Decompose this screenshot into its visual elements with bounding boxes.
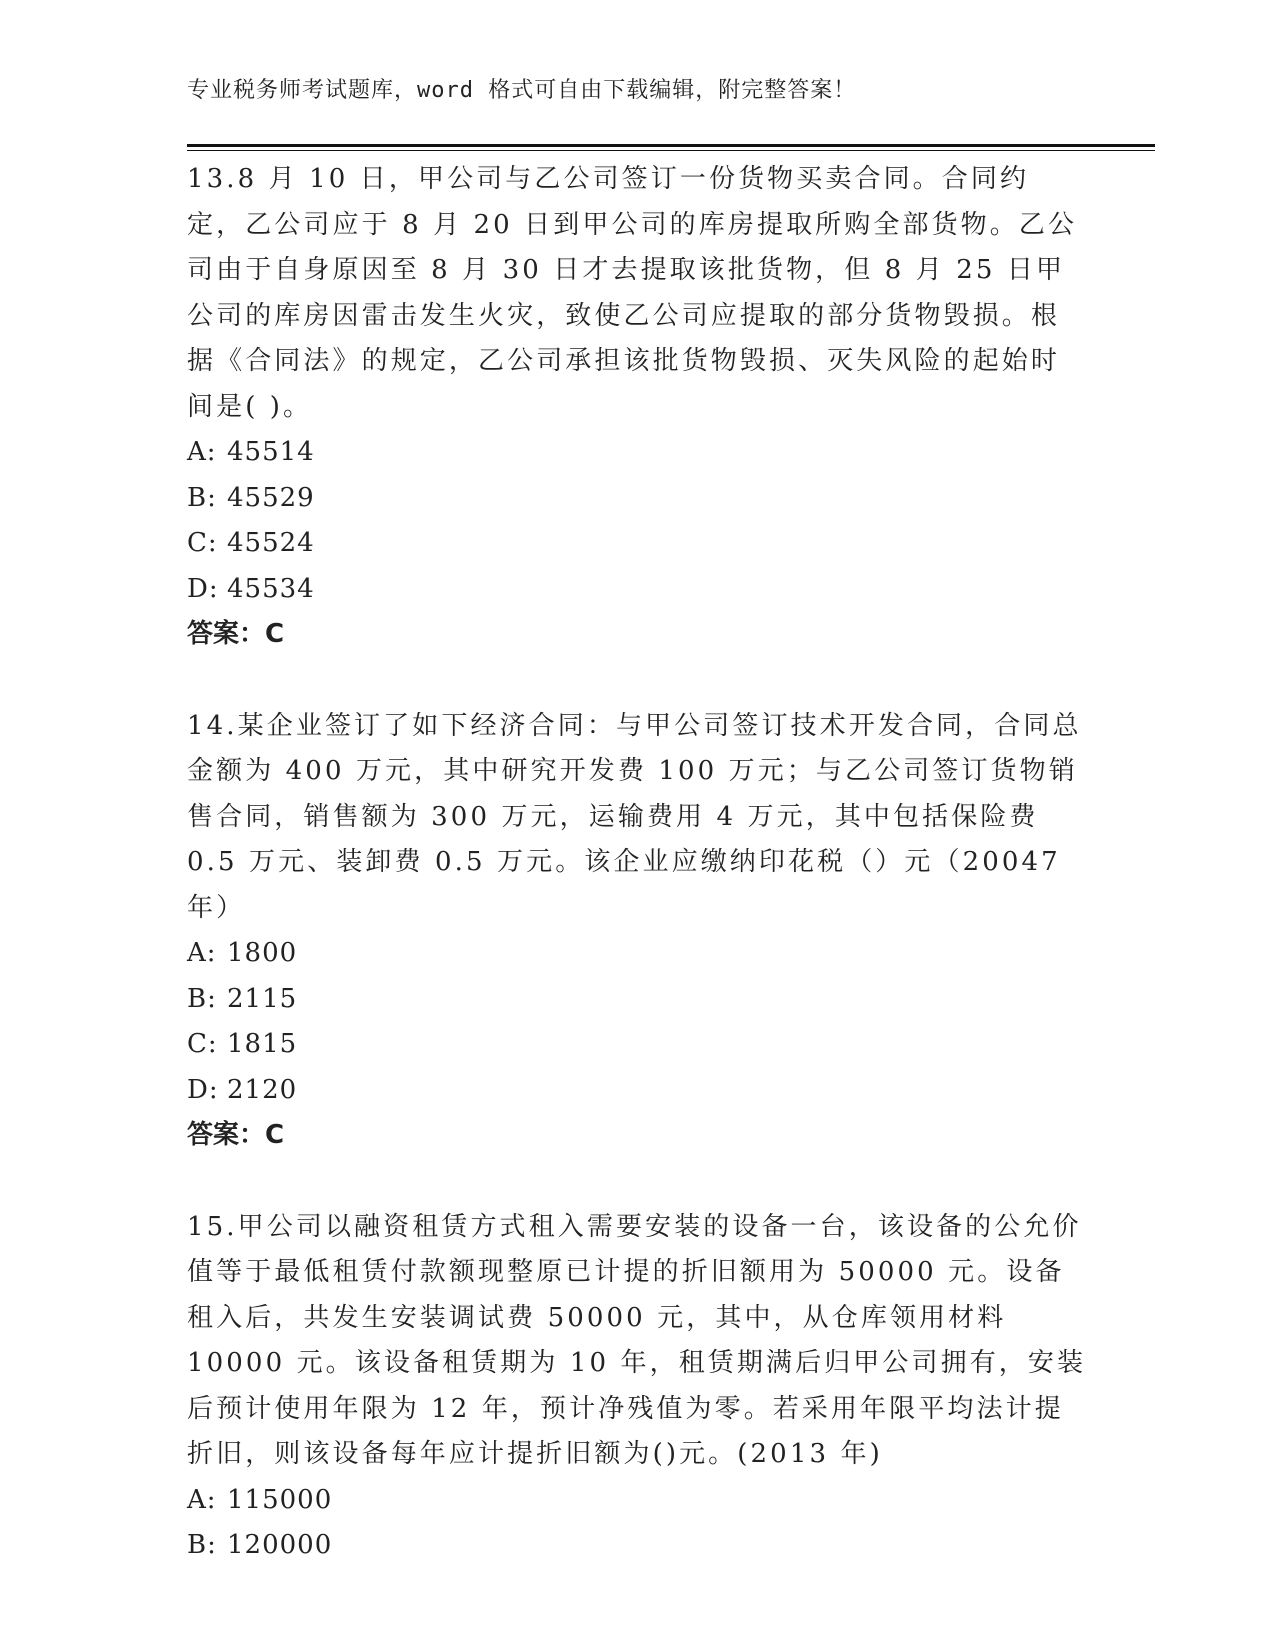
option-letter: B: [187, 482, 217, 513]
option-text: 2120 [227, 1074, 298, 1105]
option-text: 1815 [227, 1029, 298, 1059]
option-letter: A: [187, 938, 217, 968]
option-text: 45524 [227, 528, 315, 558]
option-text: 115000 [227, 1484, 333, 1515]
option-a [187, 430, 1087, 476]
question-stem: 15.甲公司以融资租赁方式租入需要安装的设备一台，该设备的公允价值等于最低租赁付款额现整原已计提的折旧额用为 50000 元。设备租入后，共发生安装调试费 50000 元，其中，从仓库领用材料 10000 元。该设备租赁期为 10 年，租赁期满后归甲公司拥有，安装后预计使用年限为 12 年，预计净残值为零。若采用年限平均法计提折旧，则该设备每年应计提折旧额为()元。(2013 年) [187, 1211, 1087, 1469]
option-c [187, 1022, 1087, 1068]
option-letter: B: [187, 983, 217, 1014]
option-letter: A: [187, 437, 217, 467]
question-stem: 13.8 月 10 日，甲公司与乙公司签订一份货物买卖合同。合同约定，乙公司应于 8 月 20 日到甲公司的库房提取所购全部货物。乙公司由于自身原因至 8 月 30 日才去提取该批货物，但 8 月 25 日甲公司的库房因雷击发生火灾，致使乙公司应提取的部分货物毁损。根据《合同法》的规定，乙公司承担该批货物毁损、灭失风险的起始时间是( )。 [187, 164, 1078, 422]
question-14 [187, 704, 1087, 1159]
option-b [187, 476, 1087, 522]
option-text: 1800 [227, 938, 298, 968]
option-text: 45514 [227, 437, 315, 467]
question-13 [187, 157, 1087, 658]
option-letter: C: [187, 528, 218, 558]
option-a [187, 1478, 1087, 1524]
option-b [187, 1523, 1087, 1569]
option-letter: B: [187, 1530, 217, 1560]
option-text: 2115 [227, 983, 298, 1014]
option-c [187, 521, 1087, 567]
option-letter: A: [187, 1484, 217, 1515]
question-list [187, 157, 1087, 1569]
option-letter: D: [187, 573, 219, 604]
question-stem: 14.某企业签订了如下经济合同：与甲公司签订技术开发合同，合同总金额为 400 万元，其中研究开发费 100 万元；与乙公司签订货物销售合同，销售额为 300 万元，运输费用 4 万元，其中包括保险费 0.5 万元、装卸费 0.5 万元。该企业应缴纳印花税（）元（20047 年） [187, 710, 1082, 923]
answer-line: 答案：C [187, 619, 285, 649]
option-text: 120000 [227, 1530, 333, 1560]
option-letter: C: [187, 1029, 218, 1059]
header-rule-thin [187, 150, 1155, 151]
option-text: 45534 [227, 573, 315, 604]
option-letter: D: [187, 1074, 219, 1105]
answer-line: 答案：C [187, 1120, 285, 1150]
question-15 [187, 1205, 1087, 1569]
page-header: 专业税务师考试题库，word 格式可自由下载编辑，附完整答案！ [187, 78, 857, 103]
header-rule-thick [187, 144, 1155, 147]
option-d [187, 1068, 1087, 1114]
option-b [187, 977, 1087, 1023]
option-d [187, 567, 1087, 613]
option-a [187, 931, 1087, 977]
option-text: 45529 [227, 482, 315, 513]
